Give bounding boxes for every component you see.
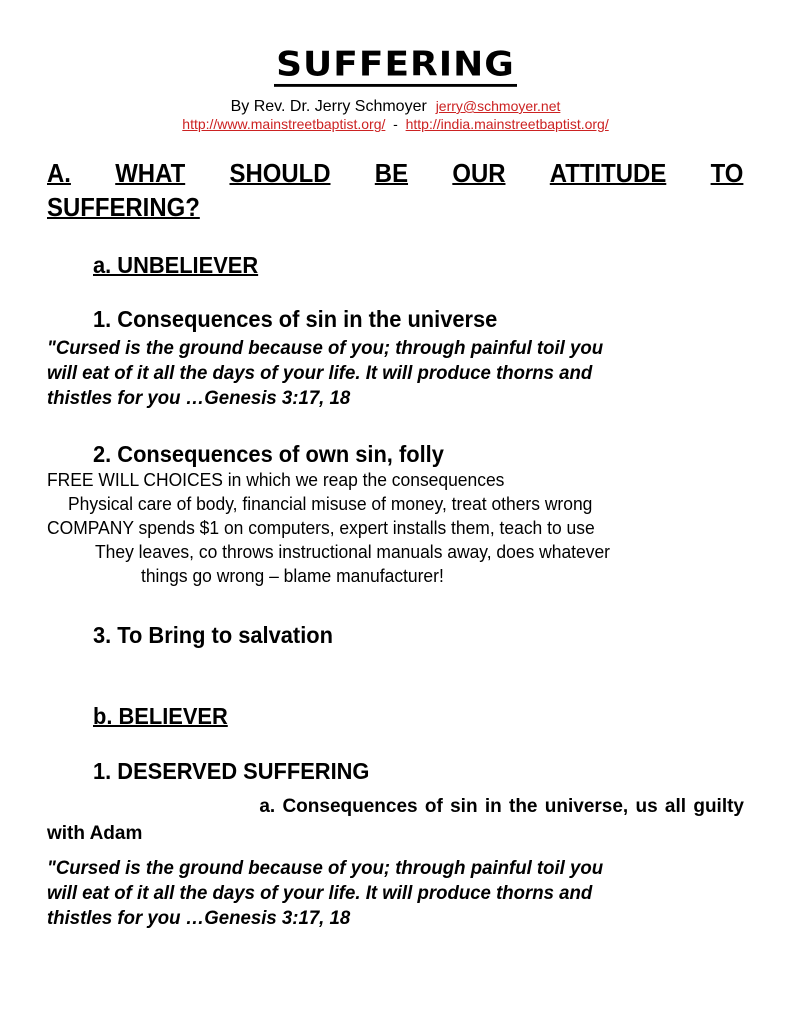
unbeliever-heading-text: a. UNBELIEVER: [93, 252, 259, 278]
mainstreet-link[interactable]: http://www.mainstreetbaptist.org/: [182, 116, 386, 132]
heading-word: TO: [710, 158, 744, 188]
heading-word: ATTITUDE: [549, 158, 667, 188]
email-link[interactable]: jerry@schmoyer.net: [435, 98, 561, 114]
quote-line: thistles for you …Genesis 3:17, 18: [47, 907, 351, 929]
quote-line: "Cursed is the ground because of you; through painful toil you: [47, 857, 604, 879]
unbeliever-point3-title: 3. To Bring to salvation: [93, 622, 333, 648]
unbeliever-heading: [93, 252, 258, 279]
scripture-quote: [47, 856, 603, 931]
author-name: By Rev. Dr. Jerry Schmoyer: [230, 98, 427, 115]
quote-line: "Cursed is the ground because of you; through painful toil you: [47, 337, 604, 359]
section-a-heading: [47, 158, 743, 189]
believer-sub-a-line2: with Adam: [47, 823, 143, 844]
heading-word: OUR: [452, 158, 506, 188]
heading-word: BE: [374, 158, 409, 188]
link-separator: -: [393, 116, 398, 132]
body-line: COMPANY spends $1 on computers, expert installs them, teach to use: [47, 518, 595, 538]
believer-point1-title: 1. DESERVED SUFFERING: [93, 758, 370, 784]
quote-line: will eat of it all the days of your life. It will produce thorns and: [47, 882, 593, 904]
body-line: They leaves, co throws instructional manuals away, does whatever: [95, 542, 610, 562]
quote-line: thistles for you …Genesis 3:17, 18: [47, 387, 351, 409]
unbeliever-point1-title: 1. Consequences of sin in the universe: [93, 306, 498, 332]
section-a-heading-line2: [47, 192, 688, 223]
believer-heading: [93, 703, 228, 730]
unbeliever-point2-title: 2. Consequences of own sin, folly: [93, 441, 444, 467]
heading-word: WHAT: [115, 158, 186, 188]
heading-word: SHOULD: [229, 158, 331, 188]
scripture-quote: [47, 336, 603, 411]
india-mainstreet-link[interactable]: http://india.mainstreetbaptist.org/: [405, 116, 609, 132]
document-title: [0, 45, 791, 84]
body-line: Physical care of body, financial misuse of money, treat others wrong: [68, 494, 593, 514]
believer-heading-text: b. BELIEVER: [93, 703, 228, 729]
body-line: things go wrong – blame manufacturer!: [141, 566, 444, 586]
heading-word: A.: [47, 158, 71, 188]
title-text: SUFFERING: [274, 45, 517, 87]
body-line: FREE WILL CHOICES in which we reap the consequences: [47, 470, 505, 490]
quote-line: will eat of it all the days of your life. It will produce thorns and: [47, 362, 593, 384]
website-links: [0, 116, 791, 132]
believer-sub-a-line1: a. Consequences of sin in the universe, us all guilty: [259, 796, 744, 817]
heading-word: SUFFERING?: [47, 192, 200, 222]
byline: [0, 98, 791, 116]
